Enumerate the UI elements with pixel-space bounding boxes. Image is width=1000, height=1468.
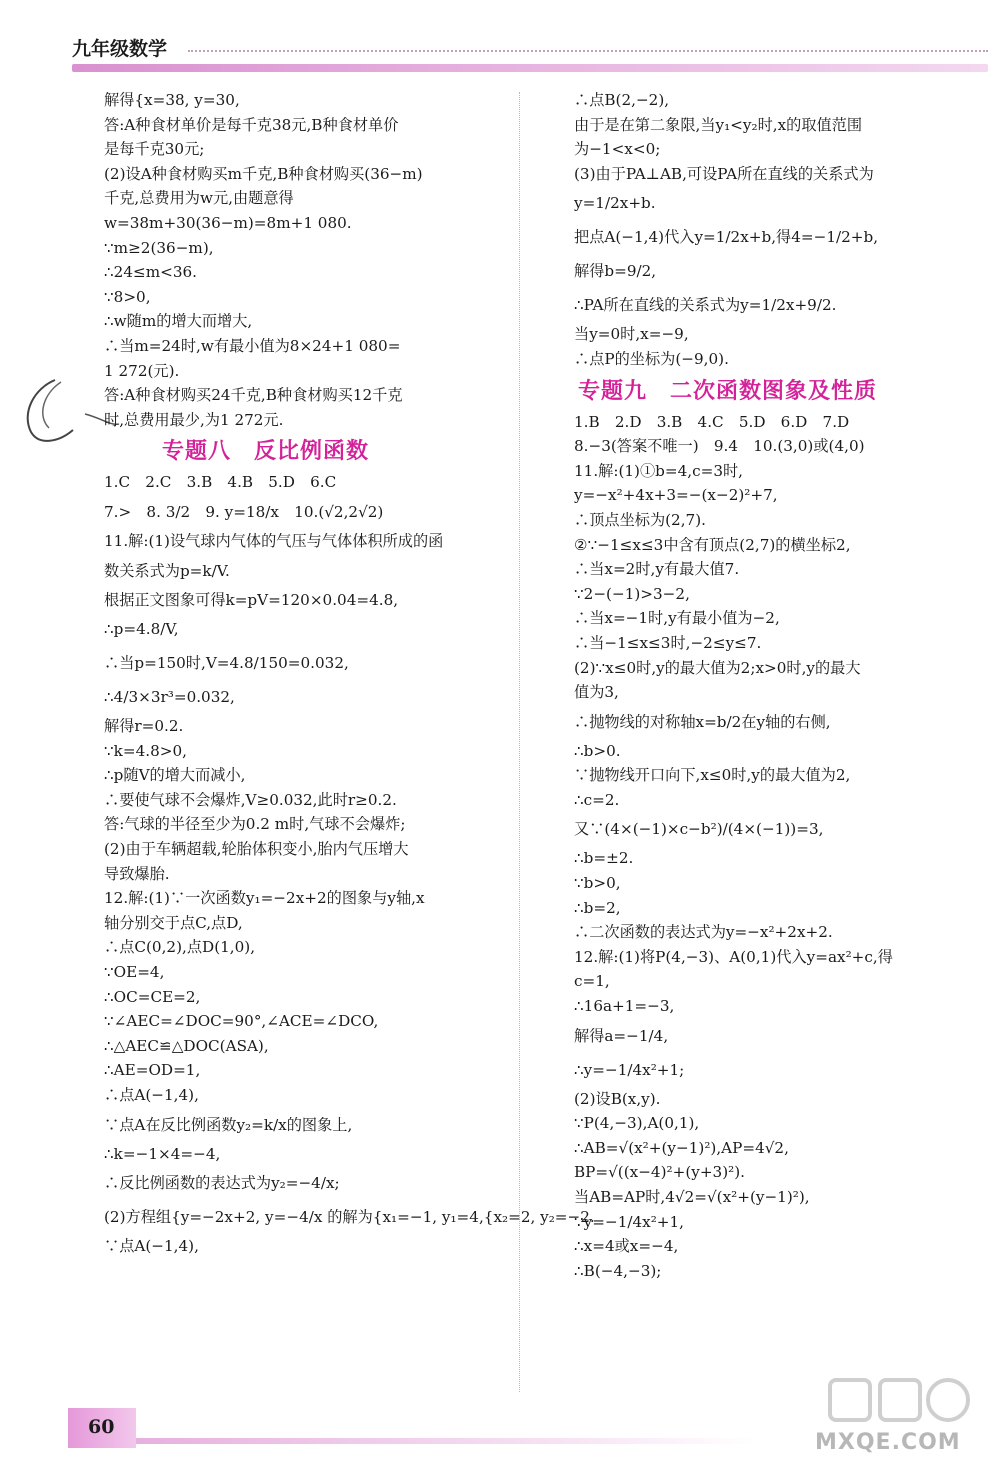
answer-line: 12.解:(1)∵一次函数y₁=−2x+2的图象与y轴,x [104,889,425,908]
answer-line: 解得{x=38, y=30, [104,91,240,109]
answer-line: ∴b=2, [574,898,621,917]
answer-line: 当AB=AP时,4√2=√(x²+(y−1)²), [574,1188,810,1206]
answer-line: ∴抛物线的对称轴x=b/2在y轴的右侧, [574,712,831,731]
answer-line: 轴分别交于点C,点D, [104,913,243,932]
answer-line: ∴24≤m<36. [104,263,197,282]
page-header [0,0,1000,80]
answer-line: 11.解:(1)①b=4,c=3时, [574,461,744,480]
answer-line: (2)由于车辆超载,轮胎体积变小,胎内气压增大 [104,840,409,859]
header-dotted-rule [188,50,988,52]
answer-line: (2)设B(x,y). [574,1089,661,1108]
answer-line: ∵8>0, [104,287,151,306]
answer-line: ∴当x=−1时,y有最小值为−2, [574,609,780,628]
page-number: 60 [88,1416,115,1438]
answer-line: 1 272(元). [104,361,180,380]
answer-line: 是每千克30元; [104,140,205,159]
answer-line: ∵点A在反比例函数y₂=k/x的图象上, [104,1115,353,1134]
answer-line: ∴点B(2,−2), [574,91,670,109]
watermark-text: MXQE.COM [815,1430,961,1455]
answer-line: (2)方程组{y=−2x+2, y=−4/x 的解为{x₁=−1, y₁=4,{x₂=2, y₂=−2. [104,1208,595,1227]
answer-line: ∴4/3×3r³=0.032, [104,688,235,707]
answer-line: ∵抛物线开口向下,x≤0时,y的最大值为2, [574,766,851,785]
answer-line: 值为3, [574,683,619,702]
section-heading: 专题八 反比例函数 [162,439,370,465]
answer-line: (3)由于PA⊥AB,可设PA所在直线的关系式为 [574,164,874,183]
answer-line: 答:A种食材单价是每千克38元,B种食材单价 [104,115,399,134]
answer-line: ∴OC=CE=2, [104,987,201,1006]
answer-line: 由于是在第二象限,当y₁<y₂时,x的取值范围 [574,115,863,134]
answer-line: ∴当−1≤x≤3时,−2≤y≤7. [574,633,762,652]
answer-line: ∴y=−1/4x²+1; [574,1060,685,1079]
answer-line: ∴要使气球不会爆炸,V≥0.032,此时r≥0.2. [104,790,397,809]
answer-line: ∴k=−1×4=−4, [104,1144,221,1163]
column-divider [519,92,520,1392]
answer-line: ∴当x=2时,y有最大值7. [574,560,740,579]
answer-line: 根据正文图象可得k=pV=120×0.04=4.8, [104,590,399,609]
answer-line: ∵∠AEC=∠DOC=90°,∠ACE=∠DCO, [104,1012,379,1031]
answer-line: ∴w随m的增大而增大, [104,312,253,331]
answer-line: ∴16a+1=−3, [574,997,675,1016]
answer-line: ∴PA所在直线的关系式为y=1/2x+9/2. [574,296,837,315]
answer-line: 1.B 2.D 3.B 4.C 5.D 6.D 7.D [574,412,850,431]
header-title: 九年级数学 [72,38,168,60]
right-top-block [574,88,989,372]
answer-line: c=1, [574,972,610,991]
answer-line: 当y=0时,x=−9, [574,325,689,344]
answer-line: 导致爆胎. [104,864,170,883]
answer-line: 答:气球的半径至少为0.2 m时,气球不会爆炸; [104,815,406,834]
answer-line: 把点A(−1,4)代入y=1/2x+b,得4=−1/2+b, [574,228,879,247]
answer-line: 数关系式为p=k/V. [104,561,230,580]
header-band [72,64,988,72]
left-top-block [104,88,514,432]
answer-line: ∵k=4.8>0, [104,741,187,760]
answer-line: 7.> 8. 3/2 9. y=18/x 10.(√2,2√2) [104,502,384,521]
answer-line: 解得r=0.2. [104,717,184,736]
answer-line: 千克,总费用为w元,由题意得 [104,189,294,208]
answer-line: ∴点C(0,2),点D(1,0), [104,938,256,957]
answer-line: ∴点A(−1,4), [104,1086,199,1104]
answer-line: ∴二次函数的表达式为y=−x²+2x+2. [574,923,833,942]
answer-line: 答:A种食材购买24千克,B种食材购买12千克 [104,386,403,405]
answer-line: y=−x²+4x+3=−(x−2)²+7, [574,486,778,505]
answer-line: 时,总费用最少,为1 272元. [104,410,284,429]
answer-line: ∵点A(−1,4), [104,1237,199,1256]
answer-line: ∴x=4或x=−4, [574,1237,679,1256]
answer-line: 1.C 2.C 3.B 4.B 5.D 6.C [104,473,337,492]
answer-line: 8.−3(答案不唯一) 9.4 10.(3,0)或(4,0) [574,437,865,456]
answer-line: 12.解:(1)将P(4,−3)、A(0,1)代入y=ax²+c,得 [574,947,893,966]
answer-line: ∵b>0, [574,874,621,893]
answer-line: 解得a=−1/4, [574,1026,669,1045]
footer-band [136,1438,756,1444]
answer-line: ∴AB=√(x²+(y−1)²),AP=4√2, [574,1138,789,1157]
answer-line: y=1/2x+b. [574,194,656,213]
answer-line: ∵OE=4, [104,963,165,982]
answer-line: ∵P(4,−3),A(0,1), [574,1114,700,1133]
answer-line: ∴B(−4,−3); [574,1261,662,1280]
answer-line: (2)∵x≤0时,y的最大值为2;x>0时,y的最大 [574,658,861,677]
answer-line: 为−1<x<0; [574,140,661,159]
answer-line: BP=√((x−4)²+(y+3)²). [574,1163,745,1182]
answer-line: ∴顶点坐标为(2,7). [574,510,706,529]
answer-line: ∴当m=24时,w有最小值为8×24+1 080= [104,336,401,355]
answer-line: ∵y=−1/4x²+1, [574,1212,685,1231]
answer-line: ∴b>0. [574,741,621,760]
answer-line: ∴p=4.8/V, [104,620,179,639]
answer-line: 又∵(4×(−1)×c−b²)/(4×(−1))=3, [574,820,824,839]
section-heading: 专题九 二次函数图象及性质 [578,378,878,404]
answer-line: 解得b=9/2, [574,262,657,281]
answer-line: 11.解:(1)设气球内气体的气压与气体体积所成的函 [104,531,444,550]
answer-line: w=38m+30(36−m)=8m+1 080. [104,213,352,232]
answer-line: ②∵−1≤x≤3中含有顶点(2,7)的横坐标2, [574,535,851,554]
answer-line: ∴△AEC≌△DOC(ASA), [104,1036,269,1055]
right-bottom-block [574,410,989,1284]
answer-line: (2)设A种食材购买m千克,B种食材购买(36−m) [104,164,423,183]
answer-line: ∴c=2. [574,790,620,809]
answer-line: ∵m≥2(36−m), [104,238,214,257]
right-column [574,88,989,1283]
answer-line: ∴p随V的增大而减小, [104,766,246,785]
answer-line: ∴当p=150时,V=4.8/150=0.032, [104,654,349,673]
answer-line: ∴反比例函数的表达式为y₂=−4/x; [104,1174,340,1193]
answer-line: ∴点P的坐标为(−9,0). [574,349,729,368]
answer-line: ∴b=±2. [574,849,634,868]
answer-line: ∴AE=OD=1, [104,1061,201,1080]
answer-line: ∵2−(−1)>3−2, [574,584,690,603]
